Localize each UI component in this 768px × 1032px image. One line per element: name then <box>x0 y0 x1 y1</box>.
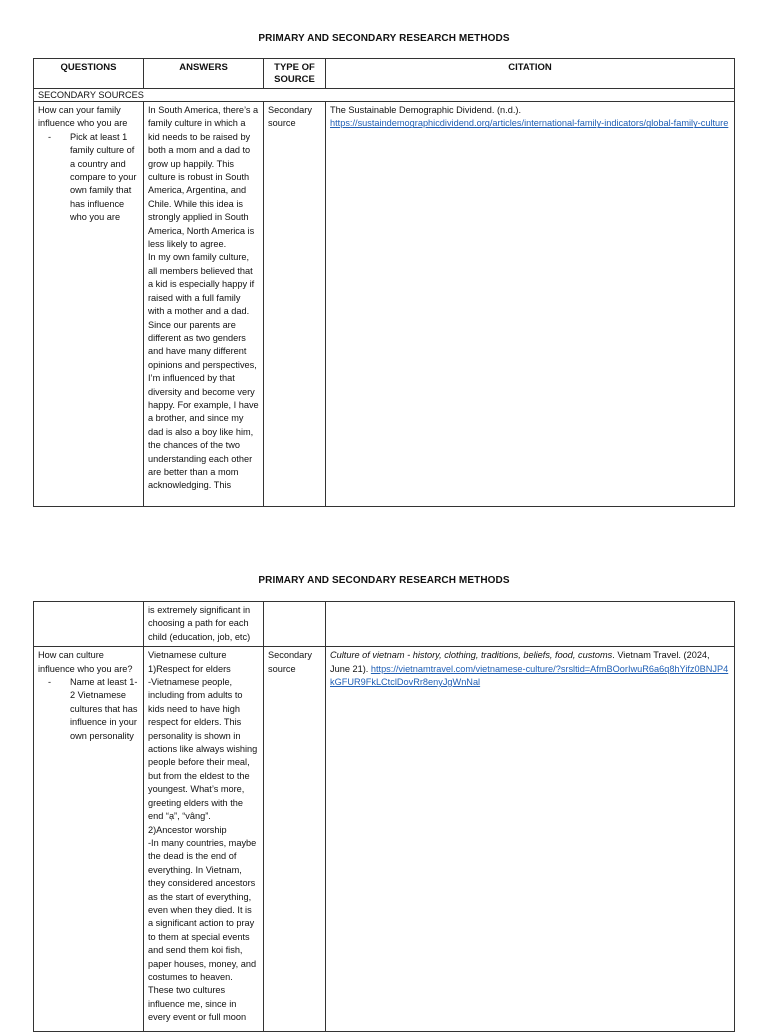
header-questions: QUESTIONS <box>34 59 144 89</box>
answer-line: 1)Respect for elders <box>148 663 231 674</box>
question-bullet <box>38 676 139 743</box>
answer-paragraph-2: In my own family culture, all members believed that a kid is especially happy if raised with a full family with a mother and a dad. Since our parents are different as two genders and have many different opinions and perspectives, I’m influenced by that diversity and become very happy. For example, I have a brother, and since my dad is also a boy like him, the chances of the two understanding each other are better than a mom acknowledging. This <box>148 252 259 491</box>
question-bullet <box>38 131 139 225</box>
page-title-2: PRIMARY AND SECONDARY RESEARCH METHODS <box>258 575 510 586</box>
citation-cell <box>326 102 735 507</box>
citation-link[interactable]: https://vietnamtravel.com/vietnamese-culture/?srsltid=AfmBOorIwuR6a6q8hYifz0BNJP4kGFUR9FkLCtclDovRr8enyJgWnNal <box>330 663 729 688</box>
type-cell: Secondary source <box>264 647 326 1032</box>
continued-row <box>34 602 735 647</box>
bullet-dash: - <box>48 131 52 142</box>
citation-text: The Sustainable Demographic Dividend. (n.d.). <box>330 105 521 115</box>
section-row <box>34 89 735 102</box>
continued-answer-cell: is extremely significant in choosing a path for each child (education, job, etc) <box>144 602 264 647</box>
header-citation: CITATION <box>326 59 735 89</box>
citation-cell <box>326 647 735 1032</box>
answer-paragraph-1: In South America, there’s a family culture in which a kid needs to be raised by both a mom and a dad to grow up happily. This culture is robust in South America, Argentina, and Chile. While this idea is strongly applied in South America, North America is less likely to agree. <box>148 105 259 250</box>
answer-cell <box>144 102 264 507</box>
bullet-dash: - <box>48 677 52 688</box>
answer-line: 2)Ancestor worship <box>148 824 227 835</box>
empty-type-cell <box>264 602 326 647</box>
question-cell <box>34 647 144 1032</box>
citation-text: . Vietnam Travel. (2024, June 21). <box>330 650 710 674</box>
answer-line: -In many countries, maybe the dead is the end of everything. In Vietnam, they considered ancestors as the start of everything, even when they died. It is a significant action to pray to them at special events and send them koi fish, paper houses, money, and costumes to heaven. <box>148 837 257 982</box>
header-row <box>34 59 735 89</box>
citation-link[interactable]: https://sustaindemographicdividend.org/articles/international-family-indicators/global-family-culture <box>330 118 729 129</box>
answer-cell <box>144 647 264 1032</box>
section-label: SECONDARY SOURCES <box>34 89 735 102</box>
bullet-text: Pick at least 1 family culture of a country and compare to your own family that has influence who you are <box>70 131 137 223</box>
question-text: How can your family influence who you are <box>38 105 128 129</box>
answer-line: -Vietnamese people, including from adults to kids need to have high respect for elders. This personality is shown in actions like always wishing people before their meal, but from the eldest to the youngest. What’s more, greeting elders with the end “ạ”, “vâng”. <box>148 677 258 822</box>
question-text: How can culture influence who you are? <box>38 650 133 674</box>
table-row <box>34 647 735 1032</box>
table-row <box>34 102 735 507</box>
citation-title: Culture of vietnam - history, clothing, traditions, beliefs, food, customs <box>330 650 613 661</box>
type-cell: Secondary source <box>264 102 326 507</box>
header-answers: ANSWERS <box>144 59 264 89</box>
empty-citation-cell <box>326 602 735 647</box>
answer-line: Vietnamese culture <box>148 650 227 661</box>
research-table-continued <box>33 601 735 1032</box>
page-title: PRIMARY AND SECONDARY RESEARCH METHODS <box>258 33 510 44</box>
question-cell <box>34 102 144 507</box>
research-table <box>33 58 735 507</box>
empty-question-cell <box>34 602 144 647</box>
header-type-of-source: TYPE OF SOURCE <box>264 59 326 89</box>
answer-line: These two cultures influence me, since in every event or full moon <box>148 985 247 1023</box>
bullet-text: Name at least 1-2 Vietnamese cultures that has influence in your own personality <box>70 677 138 741</box>
